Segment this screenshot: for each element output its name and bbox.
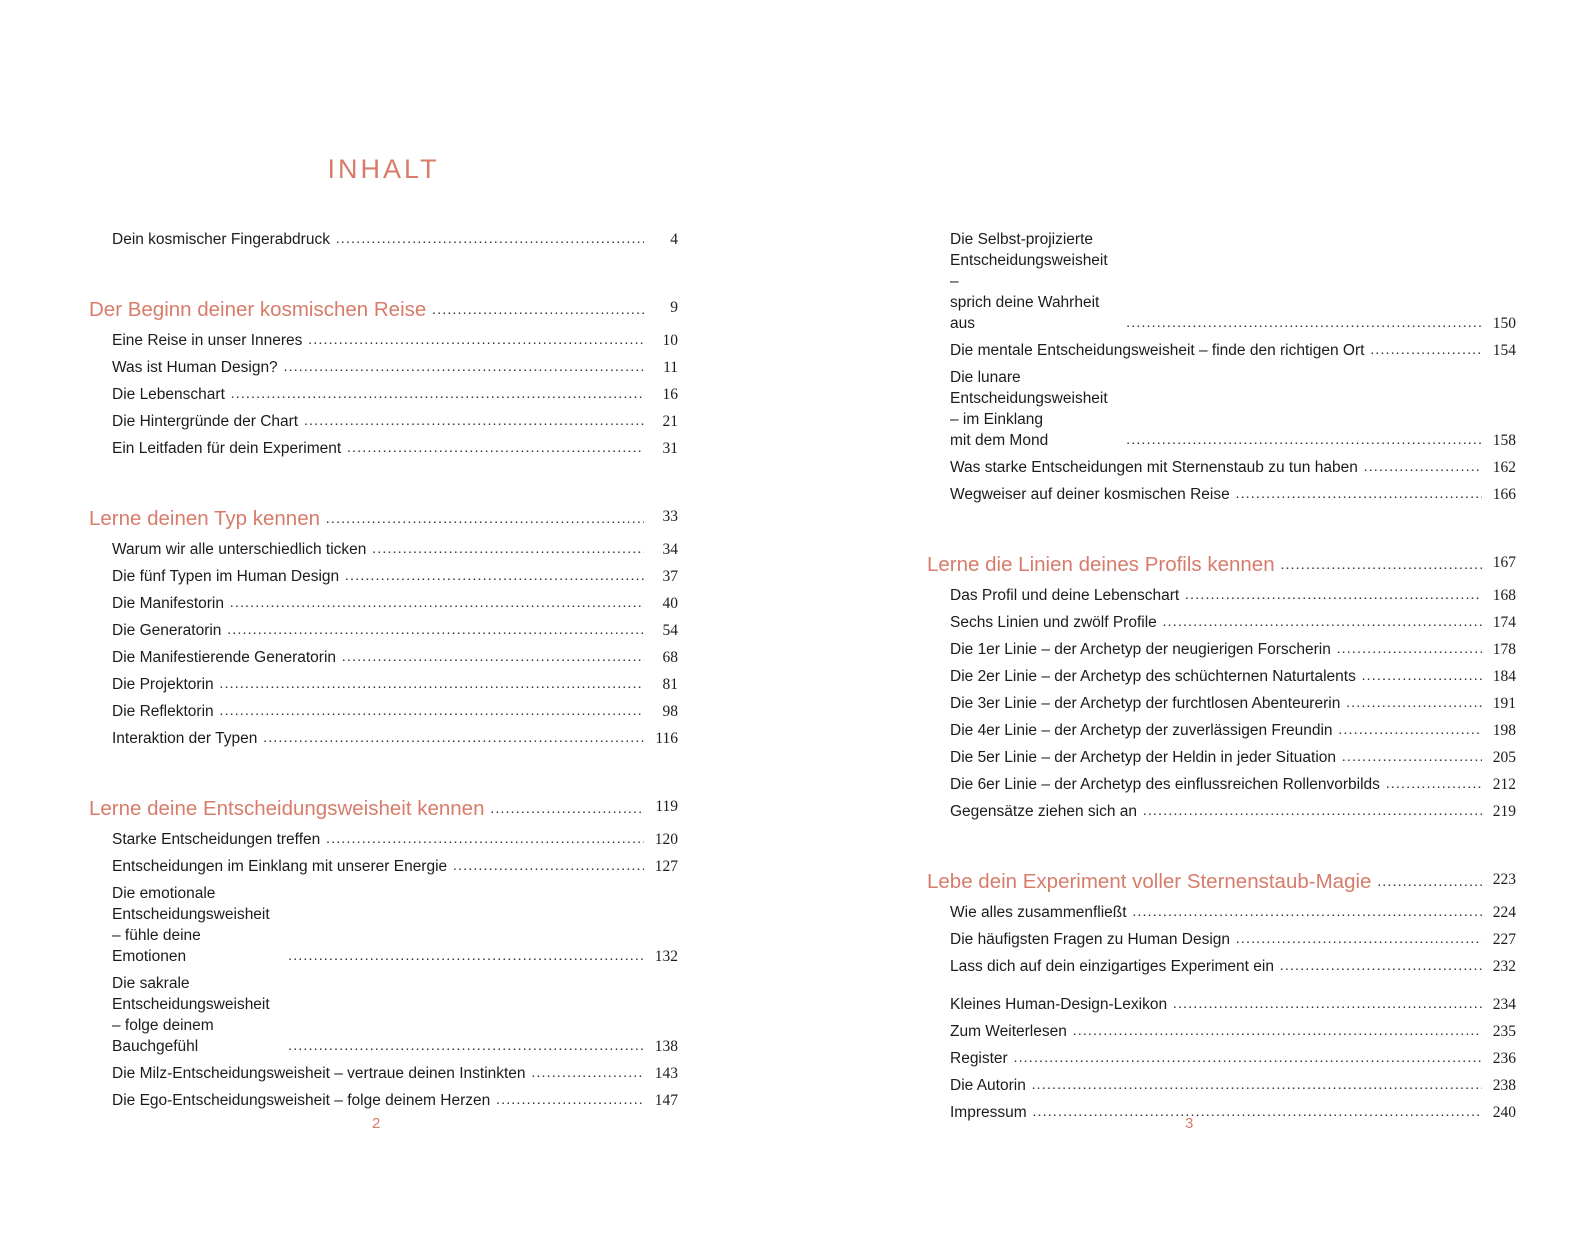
section-heading-label: Der Beginn deiner kosmischen Reise bbox=[89, 298, 427, 321]
toc-page-number: 212 bbox=[1492, 776, 1516, 793]
toc-entry-label: Interaktion der Typen bbox=[112, 730, 258, 747]
toc-entry[interactable] bbox=[112, 357, 678, 378]
dot-leader bbox=[1281, 557, 1482, 575]
toc-entry-label: Die 3er Linie – der Archetyp der furchtlosen Abenteurerin bbox=[950, 695, 1341, 712]
toc-section-heading[interactable] bbox=[927, 549, 1516, 579]
dot-leader bbox=[288, 946, 644, 967]
dot-leader bbox=[227, 620, 644, 641]
toc-entry[interactable] bbox=[950, 666, 1516, 687]
dot-leader bbox=[1280, 956, 1482, 977]
toc-page-number: 198 bbox=[1492, 722, 1516, 739]
toc-entry-label: Kleines Human-Design-Lexikon bbox=[950, 996, 1168, 1013]
dot-leader bbox=[1185, 585, 1482, 606]
toc-entry[interactable] bbox=[950, 229, 1516, 334]
toc-page-number: 236 bbox=[1492, 1050, 1516, 1067]
toc-entry-label: Die Ego-Entscheidungsweisheit – folge deinem Herzen bbox=[112, 1092, 491, 1109]
toc-page-number: 34 bbox=[662, 541, 678, 558]
dot-leader bbox=[345, 566, 644, 587]
toc-entry[interactable] bbox=[112, 647, 678, 668]
toc-entry-label: Die häufigsten Fragen zu Human Design bbox=[950, 931, 1231, 948]
toc-entry-label: Wie alles zusammenfließt bbox=[950, 904, 1127, 921]
dot-leader bbox=[1073, 1021, 1482, 1042]
toc-page-number: 33 bbox=[662, 508, 678, 525]
dot-leader bbox=[1364, 457, 1482, 478]
toc-entry[interactable] bbox=[112, 883, 678, 967]
toc-entry[interactable] bbox=[950, 1075, 1516, 1096]
toc-page-number: 119 bbox=[655, 798, 678, 815]
toc-entry-label: Warum wir alle unterschiedlich ticken bbox=[112, 541, 367, 558]
toc-entry-label: Was starke Entscheidungen mit Sternenstaub zu tun haben bbox=[950, 459, 1358, 476]
toc-entry-label: Die 5er Linie – der Archetyp der Heldin in jeder Situation bbox=[950, 749, 1337, 766]
toc-entry-label: Die Projektorin bbox=[112, 676, 214, 693]
section-heading-label: Lerne deine Entscheidungsweisheit kennen bbox=[89, 797, 485, 820]
toc-entry-label: Die fünf Typen im Human Design bbox=[112, 568, 340, 585]
toc-entry-label: Impressum bbox=[950, 1104, 1027, 1121]
section-heading-label: Lerne deinen Typ kennen bbox=[89, 507, 321, 530]
dot-leader bbox=[1126, 430, 1482, 451]
dot-leader bbox=[336, 229, 644, 250]
toc-entry[interactable] bbox=[950, 774, 1516, 795]
toc-page-number: 132 bbox=[654, 948, 678, 965]
toc-entry-label: Was ist Human Design? bbox=[112, 359, 278, 376]
toc-entry-label: Das Profil und deine Lebenschart bbox=[950, 587, 1180, 604]
toc-entry[interactable] bbox=[950, 720, 1516, 741]
dot-leader bbox=[1236, 484, 1482, 505]
toc-entry[interactable] bbox=[950, 367, 1516, 451]
toc-page-number: 234 bbox=[1492, 996, 1516, 1013]
dot-leader bbox=[496, 1090, 644, 1111]
toc-entry[interactable] bbox=[112, 973, 678, 1057]
toc-entry-label-line-1: Die emotionale Entscheidungsweisheit – fühle deine bbox=[112, 885, 270, 944]
toc-section-heading[interactable] bbox=[927, 866, 1516, 896]
toc-entry[interactable] bbox=[950, 693, 1516, 714]
toc-entry-label-line-2: Bauchgefühl bbox=[112, 1038, 199, 1055]
toc-entry-label: Die 1er Linie – der Archetyp der neugierigen Forscherin bbox=[950, 641, 1331, 658]
toc-page-number: 10 bbox=[662, 332, 678, 349]
toc-entry[interactable] bbox=[950, 1048, 1516, 1069]
toc-entry[interactable] bbox=[950, 956, 1516, 977]
toc-page-number: 238 bbox=[1492, 1077, 1516, 1094]
toc-page-number: 191 bbox=[1492, 695, 1516, 712]
toc-entry[interactable] bbox=[112, 384, 678, 405]
toc-page-number: 162 bbox=[1492, 459, 1516, 476]
dot-leader bbox=[230, 593, 644, 614]
toc-entry-label: Die Reflektorin bbox=[112, 703, 214, 720]
toc-entry-label-line-1: Die Selbst-projizierte Entscheidungsweisheit – bbox=[950, 231, 1108, 290]
toc-entry-label: Register bbox=[950, 1050, 1008, 1067]
dot-leader bbox=[1346, 693, 1482, 714]
toc-page-number: 240 bbox=[1492, 1104, 1516, 1121]
toc-entry[interactable] bbox=[112, 539, 678, 560]
toc-page-number: 205 bbox=[1492, 749, 1516, 766]
dot-leader bbox=[1370, 340, 1482, 361]
dot-leader bbox=[308, 330, 644, 351]
toc-entry[interactable] bbox=[112, 620, 678, 641]
toc-page-number: 158 bbox=[1492, 432, 1516, 449]
toc-entry-label: Die Generatorin bbox=[112, 622, 222, 639]
dot-leader bbox=[453, 856, 644, 877]
dot-leader bbox=[1126, 313, 1482, 334]
section-heading-label: Lerne die Linien deines Profils kennen bbox=[927, 553, 1275, 576]
toc-entry[interactable] bbox=[112, 1090, 678, 1111]
toc-entry-label: Dein kosmischer Fingerabdruck bbox=[112, 231, 330, 248]
toc-entry-label-line-2: sprich deine Wahrheit aus bbox=[950, 294, 1100, 332]
toc-entry[interactable] bbox=[950, 994, 1516, 1015]
toc-entry-label bbox=[950, 229, 1120, 334]
dot-leader bbox=[1377, 874, 1482, 892]
toc-entry[interactable] bbox=[112, 593, 678, 614]
toc-entry[interactable] bbox=[112, 701, 678, 722]
toc-section-heading[interactable] bbox=[89, 294, 678, 324]
toc-entry[interactable] bbox=[950, 585, 1516, 606]
dot-leader bbox=[490, 801, 644, 819]
dot-leader bbox=[1014, 1048, 1482, 1069]
toc-entry-label: Die Autorin bbox=[950, 1077, 1026, 1094]
dot-leader bbox=[1362, 666, 1482, 687]
toc-entry-label bbox=[112, 973, 282, 1057]
dot-leader bbox=[1143, 801, 1482, 822]
toc-entry-label: Eine Reise in unser Inneres bbox=[112, 332, 303, 349]
toc-page-number: 147 bbox=[654, 1092, 678, 1109]
toc-entry-label: Die 6er Linie – der Archetyp des einflussreichen Rollenvorbilds bbox=[950, 776, 1380, 793]
dot-leader bbox=[304, 411, 644, 432]
toc-entry-label: Ein Leitfaden für dein Experiment bbox=[112, 440, 342, 457]
dot-leader bbox=[1386, 774, 1482, 795]
toc-page-number: 150 bbox=[1492, 315, 1516, 332]
toc-entry[interactable] bbox=[112, 674, 678, 695]
toc-entry-label-line-1: Die sakrale Entscheidungsweisheit – folge deinem bbox=[112, 975, 270, 1034]
toc-entry[interactable] bbox=[112, 856, 678, 877]
toc-page-number: 227 bbox=[1492, 931, 1516, 948]
dot-leader bbox=[1133, 902, 1482, 923]
toc-page-number: 116 bbox=[655, 730, 678, 747]
toc-entry[interactable] bbox=[112, 728, 678, 749]
toc-page-number: 31 bbox=[662, 440, 678, 457]
dot-leader bbox=[432, 302, 644, 320]
dot-leader bbox=[1033, 1102, 1482, 1123]
toc-entry[interactable] bbox=[950, 484, 1516, 505]
toc-entry[interactable] bbox=[950, 929, 1516, 950]
dot-leader bbox=[532, 1063, 644, 1084]
toc-entry-label: Die Milz-Entscheidungsweisheit – vertraue deinen Instinkten bbox=[112, 1065, 526, 1082]
toc-entry-label: Die 4er Linie – der Archetyp der zuverlässigen Freundin bbox=[950, 722, 1333, 739]
dot-leader bbox=[231, 384, 644, 405]
toc-page-number: 9 bbox=[670, 299, 678, 316]
toc-page-number: 11 bbox=[663, 359, 678, 376]
toc-entry-label: Zum Weiterlesen bbox=[950, 1023, 1067, 1040]
toc-entry-label: Die Manifestorin bbox=[112, 595, 224, 612]
toc-entry[interactable] bbox=[112, 566, 678, 587]
toc-page-number: 68 bbox=[662, 649, 678, 666]
toc-page-number: 54 bbox=[662, 622, 678, 639]
toc-entry-label: Sechs Linien und zwölf Profile bbox=[950, 614, 1157, 631]
toc-page-number: 235 bbox=[1492, 1023, 1516, 1040]
toc-entry[interactable] bbox=[950, 457, 1516, 478]
table-of-contents-left bbox=[89, 229, 678, 1111]
toc-entry[interactable] bbox=[950, 1021, 1516, 1042]
section-heading-label: Lebe dein Experiment voller Sternenstaub-Magie bbox=[927, 870, 1372, 893]
toc-page-number: 16 bbox=[662, 386, 678, 403]
toc-page-number: 219 bbox=[1492, 803, 1516, 820]
toc-entry-label: Die mentale Entscheidungsweisheit – finde den richtigen Ort bbox=[950, 342, 1365, 359]
toc-page-number: 98 bbox=[662, 703, 678, 720]
toc-entry[interactable] bbox=[950, 340, 1516, 361]
dot-leader bbox=[220, 674, 644, 695]
toc-entry-label bbox=[950, 367, 1120, 451]
toc-page-number: 37 bbox=[662, 568, 678, 585]
toc-page-number: 21 bbox=[662, 413, 678, 430]
toc-page-number: 138 bbox=[654, 1038, 678, 1055]
toc-entry-label: Lass dich auf dein einzigartiges Experiment ein bbox=[950, 958, 1274, 975]
toc-entry-label bbox=[112, 883, 282, 967]
dot-leader bbox=[1236, 929, 1482, 950]
dot-leader bbox=[1032, 1075, 1482, 1096]
toc-section-heading[interactable] bbox=[89, 793, 678, 823]
dot-leader bbox=[372, 539, 644, 560]
toc-entry-label-line-1: Die lunare Entscheidungsweisheit – im Einklang bbox=[950, 369, 1108, 428]
toc-page-number: 120 bbox=[654, 831, 678, 848]
toc-entry[interactable] bbox=[112, 330, 678, 351]
toc-entry-label-line-2: Emotionen bbox=[112, 948, 187, 965]
toc-entry[interactable] bbox=[112, 829, 678, 850]
toc-entry[interactable] bbox=[950, 747, 1516, 768]
toc-entry[interactable] bbox=[112, 411, 678, 432]
page-number: 3 bbox=[1185, 1115, 1195, 1132]
toc-entry-label: Die Manifestierende Generatorin bbox=[112, 649, 337, 666]
toc-page-number: 184 bbox=[1492, 668, 1516, 685]
toc-entry[interactable] bbox=[112, 1063, 678, 1084]
toc-entry-label-line-2: mit dem Mond bbox=[950, 432, 1049, 449]
dot-leader bbox=[347, 438, 644, 459]
dot-leader bbox=[220, 701, 644, 722]
dot-leader bbox=[1173, 994, 1482, 1015]
dot-leader bbox=[342, 647, 644, 668]
toc-page-number: 4 bbox=[670, 231, 678, 248]
toc-page-number: 143 bbox=[654, 1065, 678, 1082]
dot-leader bbox=[1342, 747, 1482, 768]
toc-page-number: 81 bbox=[662, 676, 678, 693]
dot-leader bbox=[326, 511, 644, 529]
toc-page-number: 178 bbox=[1492, 641, 1516, 658]
dot-leader bbox=[1163, 612, 1482, 633]
dot-leader bbox=[326, 829, 644, 850]
toc-page-number: 223 bbox=[1492, 871, 1516, 888]
toc-page-number: 224 bbox=[1492, 904, 1516, 921]
dot-leader bbox=[288, 1036, 644, 1057]
toc-section-heading[interactable] bbox=[89, 503, 678, 533]
dot-leader bbox=[263, 728, 644, 749]
toc-entry[interactable] bbox=[950, 801, 1516, 822]
toc-entry-label: Gegensätze ziehen sich an bbox=[950, 803, 1137, 820]
toc-entry[interactable] bbox=[950, 1102, 1516, 1123]
toc-page-number: 127 bbox=[654, 858, 678, 875]
toc-entry[interactable] bbox=[112, 229, 678, 250]
toc-entry[interactable] bbox=[950, 639, 1516, 660]
toc-page-number: 167 bbox=[1492, 554, 1516, 571]
toc-entry-label: Starke Entscheidungen treffen bbox=[112, 831, 321, 848]
dot-leader bbox=[1337, 639, 1482, 660]
table-of-contents-right bbox=[927, 229, 1516, 1123]
toc-entry[interactable] bbox=[950, 902, 1516, 923]
toc-page-number: 166 bbox=[1492, 486, 1516, 503]
toc-entry-label: Wegweiser auf deiner kosmischen Reise bbox=[950, 486, 1230, 503]
page-number: 2 bbox=[372, 1115, 382, 1132]
page-title: INHALT bbox=[327, 154, 440, 184]
toc-entry[interactable] bbox=[950, 612, 1516, 633]
toc-entry[interactable] bbox=[112, 438, 678, 459]
dot-leader bbox=[1339, 720, 1482, 741]
toc-page-number: 174 bbox=[1492, 614, 1516, 631]
toc-entry-label: Die 2er Linie – der Archetyp des schüchternen Naturtalents bbox=[950, 668, 1356, 685]
toc-entry-label: Die Hintergründe der Chart bbox=[112, 413, 299, 430]
toc-entry-label: Entscheidungen im Einklang mit unserer Energie bbox=[112, 858, 448, 875]
toc-page-number: 154 bbox=[1492, 342, 1516, 359]
toc-entry-label: Die Lebenschart bbox=[112, 386, 225, 403]
toc-page-number: 232 bbox=[1492, 958, 1516, 975]
spacer bbox=[927, 977, 1516, 994]
dot-leader bbox=[284, 357, 644, 378]
toc-page-number: 168 bbox=[1492, 587, 1516, 604]
right-page bbox=[797, 0, 1594, 1240]
toc-page-number: 40 bbox=[662, 595, 678, 612]
